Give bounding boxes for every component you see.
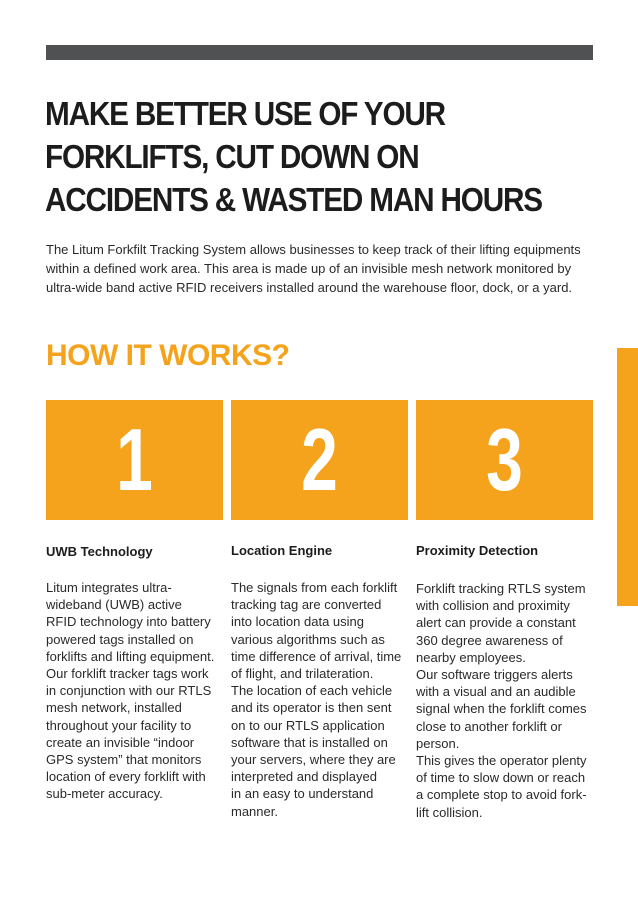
body-line: a complete stop to avoid fork- (416, 787, 587, 803)
body-line: sub-meter accuracy. (46, 786, 163, 802)
body-line: manner. (231, 803, 278, 819)
page-headline (45, 92, 549, 221)
body-line: Litum integrates ultra- (46, 580, 172, 595)
body-line: The signals from each forklift (231, 580, 398, 595)
body-line: throughout your facility to (46, 717, 192, 733)
body-line: lift collision. (416, 804, 483, 820)
body-line: person. (416, 735, 460, 751)
step-number: 2 (301, 410, 338, 509)
body-line: Our forklift tracker tags work (46, 666, 209, 682)
step-title-proximity-detection: Proximity Detection (416, 543, 539, 558)
body-line: your servers, where they are (231, 752, 396, 768)
body-line: software that is installed on (231, 734, 388, 750)
body-line: create an invisible “indoor (46, 734, 195, 750)
intro-paragraph (46, 240, 606, 297)
side-accent-tab (617, 348, 638, 606)
body-line: time difference of arrival, time (231, 648, 402, 664)
body-line: Forklift tracking RTLS system (416, 581, 586, 596)
headline-line: ACCIDENTS & WASTED MAN HOURS (45, 181, 542, 218)
body-line: nearby employees. (416, 649, 526, 665)
body-line: powered tags installed on (46, 631, 194, 647)
step-body-uwb-technology (46, 579, 214, 803)
body-line: various algorithms such as (231, 631, 385, 647)
body-line: with collision and proximity (416, 598, 570, 614)
top-decorative-bar (46, 45, 593, 60)
body-line: and its operator is then sent (231, 700, 392, 716)
step-body-proximity-detection (416, 580, 587, 821)
body-line: interpreted and displayed (231, 769, 377, 785)
body-line: Our software triggers alerts (416, 667, 573, 683)
body-line: of flight, and trilateration. (231, 666, 374, 682)
body-line: wideband (UWB) active (46, 597, 182, 613)
step-number: 3 (486, 410, 523, 509)
body-line: mesh network, installed (46, 700, 182, 716)
headline-line: FORKLIFTS, CUT DOWN ON (45, 138, 419, 175)
intro-line: ultra-wide band active RFID receivers installed around the warehouse floor, dock, or a yard. (46, 280, 573, 295)
step-body-location-engine (231, 579, 401, 820)
body-line: forklifts and lifting equipment. (46, 648, 215, 664)
step-box-3 (416, 400, 593, 520)
body-line: location of every forklift with (46, 769, 206, 785)
body-line: alert can provide a constant (416, 615, 576, 631)
body-line: GPS system” that monitors (46, 752, 202, 768)
body-line: close to another forklift or (416, 718, 562, 734)
step-title-uwb-technology: UWB Technology (46, 544, 153, 559)
step-box-1 (46, 400, 223, 520)
body-line: in an easy to understand (231, 786, 374, 802)
body-line: in conjunction with our RTLS (46, 683, 212, 699)
body-line: signal when the forklift comes (416, 701, 587, 717)
body-line: 360 degree awareness of (416, 632, 563, 648)
body-line: This gives the operator plenty (416, 753, 587, 769)
body-line: tracking tag are converted (231, 597, 382, 613)
body-line: on to our RTLS application (231, 717, 385, 733)
intro-line: The Litum Forkfilt Tracking System allows businesses to keep track of their lifting equipments (46, 242, 581, 257)
body-line: The location of each vehicle (231, 683, 393, 699)
body-line: of time to slow down or reach (416, 770, 586, 786)
headline-line: MAKE BETTER USE OF YOUR (45, 95, 445, 132)
intro-line: within a defined work area. This area is made up of an invisible mesh network monitored by (46, 261, 572, 276)
body-line: RFID technology into battery (46, 614, 211, 630)
step-number: 1 (116, 410, 153, 509)
body-line: into location data using (231, 614, 364, 630)
step-title-location-engine: Location Engine (231, 543, 333, 558)
section-title: HOW IT WORKS? (46, 339, 290, 372)
body-line: with a visual and an audible (416, 684, 576, 700)
step-box-2 (231, 400, 408, 520)
